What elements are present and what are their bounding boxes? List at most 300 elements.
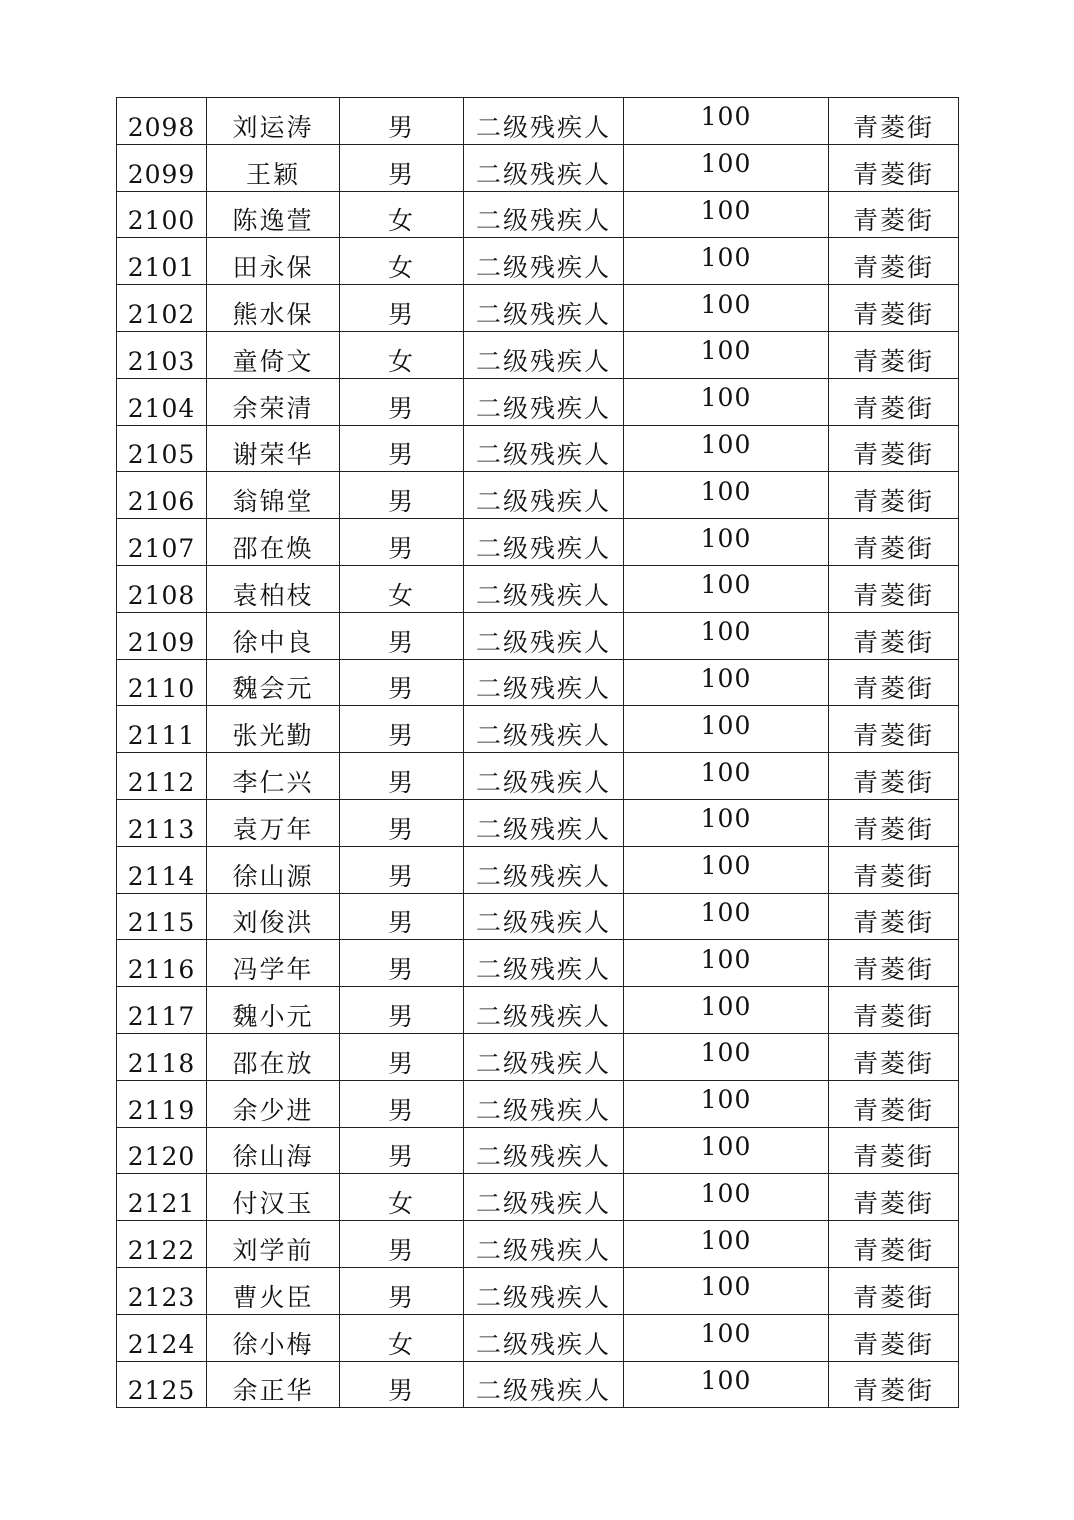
serial-number-cell-text: 2109 <box>127 627 196 657</box>
table-row <box>117 1033 959 1080</box>
street-cell <box>829 1174 959 1221</box>
serial-number-cell <box>117 1221 207 1268</box>
street-cell <box>829 144 959 191</box>
category-cell-text: 二级残疾人 <box>475 487 611 517</box>
name-cell <box>207 659 340 706</box>
serial-number-cell-text: 2115 <box>127 908 196 938</box>
amount-cell <box>624 659 829 706</box>
street-cell <box>829 846 959 893</box>
gender-cell <box>340 1174 464 1221</box>
table-row <box>117 378 959 425</box>
serial-number-cell-text: 2125 <box>127 1376 196 1406</box>
table-row <box>117 1174 959 1221</box>
street-cell-text: 青菱街 <box>852 159 934 189</box>
street-cell-text: 青菱街 <box>852 1376 934 1406</box>
gender-cell <box>340 331 464 378</box>
table-row <box>117 612 959 659</box>
table-row <box>117 987 959 1034</box>
street-cell-text: 青菱街 <box>852 1142 934 1172</box>
roster-body <box>117 98 959 1408</box>
amount-cell-text: 100 <box>700 663 752 693</box>
category-cell-text: 二级残疾人 <box>475 814 611 844</box>
category-cell <box>464 144 624 191</box>
street-cell-text: 青菱街 <box>852 580 934 610</box>
name-cell-text: 刘学前 <box>232 1235 314 1265</box>
category-cell <box>464 519 624 566</box>
serial-number-cell-text: 2116 <box>127 955 196 985</box>
name-cell <box>207 331 340 378</box>
street-cell-text: 青菱街 <box>852 393 934 423</box>
category-cell-text: 二级残疾人 <box>475 908 611 938</box>
street-cell <box>829 331 959 378</box>
serial-number-cell-text: 2114 <box>127 861 196 891</box>
name-cell <box>207 1080 340 1127</box>
amount-cell-text: 100 <box>700 242 752 272</box>
category-cell <box>464 331 624 378</box>
amount-cell <box>624 98 829 145</box>
gender-cell-text: 男 <box>387 721 415 751</box>
gender-cell-text: 女 <box>387 1329 415 1359</box>
name-cell <box>207 940 340 987</box>
gender-cell <box>340 1127 464 1174</box>
gender-cell-text: 男 <box>387 1048 415 1078</box>
amount-cell-text: 100 <box>700 897 752 927</box>
name-cell-text: 魏会元 <box>232 674 314 704</box>
serial-number-cell-text: 2104 <box>127 393 196 423</box>
name-cell <box>207 425 340 472</box>
category-cell <box>464 940 624 987</box>
amount-cell <box>624 285 829 332</box>
category-cell-text: 二级残疾人 <box>475 346 611 376</box>
serial-number-cell-text: 2122 <box>127 1235 196 1265</box>
serial-number-cell <box>117 1033 207 1080</box>
gender-cell-text: 男 <box>387 627 415 657</box>
amount-cell <box>624 1033 829 1080</box>
gender-cell <box>340 378 464 425</box>
street-cell <box>829 472 959 519</box>
table-row <box>117 940 959 987</box>
gender-cell-text: 男 <box>387 159 415 189</box>
street-cell <box>829 191 959 238</box>
name-cell-text: 余荣清 <box>232 393 314 423</box>
name-cell <box>207 285 340 332</box>
category-cell <box>464 987 624 1034</box>
category-cell <box>464 846 624 893</box>
serial-number-cell-text: 2105 <box>127 440 196 470</box>
gender-cell <box>340 565 464 612</box>
amount-cell-text: 100 <box>700 1038 752 1068</box>
gender-cell <box>340 191 464 238</box>
street-cell <box>829 238 959 285</box>
serial-number-cell <box>117 519 207 566</box>
serial-number-cell <box>117 987 207 1034</box>
name-cell-text: 陈逸萱 <box>232 206 314 236</box>
amount-cell <box>624 238 829 285</box>
street-cell-text: 青菱街 <box>852 206 934 236</box>
amount-cell <box>624 1267 829 1314</box>
category-cell-text: 二级残疾人 <box>475 1142 611 1172</box>
category-cell-text: 二级残疾人 <box>475 1282 611 1312</box>
street-cell <box>829 706 959 753</box>
name-cell <box>207 1033 340 1080</box>
serial-number-cell-text: 2107 <box>127 533 196 563</box>
category-cell-text: 二级残疾人 <box>475 1048 611 1078</box>
street-cell-text: 青菱街 <box>852 1329 934 1359</box>
amount-cell <box>624 144 829 191</box>
amount-cell-text: 100 <box>700 1085 752 1115</box>
category-cell-text: 二级残疾人 <box>475 1095 611 1125</box>
serial-number-cell-text: 2108 <box>127 580 196 610</box>
amount-cell <box>624 565 829 612</box>
gender-cell-text: 男 <box>387 533 415 563</box>
category-cell-text: 二级残疾人 <box>475 1329 611 1359</box>
amount-cell <box>624 1127 829 1174</box>
amount-cell-text: 100 <box>700 336 752 366</box>
table-row <box>117 472 959 519</box>
amount-cell-text: 100 <box>700 570 752 600</box>
gender-cell <box>340 659 464 706</box>
amount-cell <box>624 1080 829 1127</box>
category-cell <box>464 191 624 238</box>
category-cell <box>464 753 624 800</box>
amount-cell <box>624 331 829 378</box>
category-cell <box>464 1127 624 1174</box>
gender-cell <box>340 1221 464 1268</box>
name-cell-text: 李仁兴 <box>232 767 314 797</box>
serial-number-cell <box>117 378 207 425</box>
gender-cell <box>340 238 464 285</box>
table-row <box>117 893 959 940</box>
amount-cell-text: 100 <box>700 476 752 506</box>
gender-cell-text: 男 <box>387 955 415 985</box>
serial-number-cell <box>117 846 207 893</box>
category-cell <box>464 1221 624 1268</box>
gender-cell <box>340 98 464 145</box>
street-cell <box>829 425 959 472</box>
serial-number-cell-text: 2112 <box>127 767 196 797</box>
table-row <box>117 331 959 378</box>
name-cell-text: 邵在焕 <box>232 533 314 563</box>
name-cell <box>207 191 340 238</box>
category-cell <box>464 98 624 145</box>
street-cell-text: 青菱街 <box>852 721 934 751</box>
street-cell <box>829 1033 959 1080</box>
name-cell <box>207 753 340 800</box>
serial-number-cell <box>117 472 207 519</box>
gender-cell-text: 男 <box>387 1001 415 1031</box>
amount-cell-text: 100 <box>700 804 752 834</box>
street-cell <box>829 285 959 332</box>
gender-cell <box>340 519 464 566</box>
amount-cell <box>624 378 829 425</box>
amount-cell-text: 100 <box>700 289 752 319</box>
street-cell <box>829 378 959 425</box>
street-cell <box>829 1127 959 1174</box>
name-cell-text: 付汉玉 <box>232 1189 314 1219</box>
street-cell-text: 青菱街 <box>852 1282 934 1312</box>
name-cell <box>207 846 340 893</box>
street-cell <box>829 1314 959 1361</box>
category-cell <box>464 659 624 706</box>
street-cell <box>829 940 959 987</box>
street-cell-text: 青菱街 <box>852 908 934 938</box>
amount-cell-text: 100 <box>700 1178 752 1208</box>
serial-number-cell-text: 2117 <box>127 1001 196 1031</box>
name-cell-text: 童倚文 <box>232 346 314 376</box>
gender-cell-text: 男 <box>387 1095 415 1125</box>
name-cell <box>207 519 340 566</box>
serial-number-cell <box>117 893 207 940</box>
gender-cell <box>340 144 464 191</box>
table-row <box>117 565 959 612</box>
serial-number-cell <box>117 1080 207 1127</box>
table-row <box>117 753 959 800</box>
street-cell-text: 青菱街 <box>852 1001 934 1031</box>
serial-number-cell-text: 2098 <box>127 112 196 142</box>
name-cell <box>207 799 340 846</box>
table-row <box>117 285 959 332</box>
serial-number-cell-text: 2110 <box>127 674 196 704</box>
category-cell-text: 二级残疾人 <box>475 253 611 283</box>
name-cell-text: 张光勤 <box>232 721 314 751</box>
serial-number-cell <box>117 1174 207 1221</box>
amount-cell <box>624 987 829 1034</box>
serial-number-cell-text: 2120 <box>127 1142 196 1172</box>
name-cell-text: 刘运涛 <box>232 112 314 142</box>
table-row <box>117 238 959 285</box>
category-cell-text: 二级残疾人 <box>475 440 611 470</box>
name-cell-text: 翁锦堂 <box>232 487 314 517</box>
name-cell-text: 谢荣华 <box>232 440 314 470</box>
name-cell <box>207 378 340 425</box>
amount-cell-text: 100 <box>700 195 752 225</box>
name-cell <box>207 612 340 659</box>
category-cell <box>464 1033 624 1080</box>
category-cell-text: 二级残疾人 <box>475 767 611 797</box>
street-cell <box>829 987 959 1034</box>
gender-cell-text: 男 <box>387 487 415 517</box>
table-row <box>117 98 959 145</box>
street-cell-text: 青菱街 <box>852 1189 934 1219</box>
gender-cell <box>340 1267 464 1314</box>
gender-cell <box>340 1033 464 1080</box>
street-cell-text: 青菱街 <box>852 253 934 283</box>
street-cell <box>829 1221 959 1268</box>
name-cell <box>207 98 340 145</box>
gender-cell <box>340 285 464 332</box>
name-cell <box>207 1267 340 1314</box>
name-cell-text: 徐中良 <box>232 627 314 657</box>
serial-number-cell-text: 2121 <box>127 1189 196 1219</box>
table-row <box>117 659 959 706</box>
serial-number-cell-text: 2123 <box>127 1282 196 1312</box>
amount-cell-text: 100 <box>700 1319 752 1349</box>
serial-number-cell <box>117 238 207 285</box>
street-cell <box>829 659 959 706</box>
gender-cell-text: 女 <box>387 1189 415 1219</box>
name-cell <box>207 238 340 285</box>
amount-cell <box>624 1221 829 1268</box>
table-row <box>117 1127 959 1174</box>
amount-cell-text: 100 <box>700 944 752 974</box>
category-cell <box>464 799 624 846</box>
amount-cell-text: 100 <box>700 757 752 787</box>
amount-cell <box>624 799 829 846</box>
category-cell-text: 二级残疾人 <box>475 533 611 563</box>
amount-cell <box>624 191 829 238</box>
gender-cell <box>340 472 464 519</box>
serial-number-cell <box>117 191 207 238</box>
gender-cell <box>340 706 464 753</box>
amount-cell <box>624 425 829 472</box>
serial-number-cell-text: 2106 <box>127 487 196 517</box>
amount-cell-text: 100 <box>700 1225 752 1255</box>
name-cell-text: 冯学年 <box>232 955 314 985</box>
amount-cell <box>624 706 829 753</box>
category-cell <box>464 706 624 753</box>
category-cell <box>464 1361 624 1408</box>
serial-number-cell <box>117 612 207 659</box>
category-cell-text: 二级残疾人 <box>475 299 611 329</box>
category-cell-text: 二级残疾人 <box>475 112 611 142</box>
gender-cell-text: 男 <box>387 1376 415 1406</box>
category-cell <box>464 1314 624 1361</box>
amount-cell-text: 100 <box>700 102 752 132</box>
serial-number-cell <box>117 425 207 472</box>
serial-number-cell-text: 2113 <box>127 814 196 844</box>
gender-cell <box>340 1080 464 1127</box>
street-cell <box>829 565 959 612</box>
name-cell-text: 王颖 <box>245 159 300 189</box>
table-row <box>117 1314 959 1361</box>
street-cell <box>829 98 959 145</box>
serial-number-cell <box>117 1267 207 1314</box>
category-cell-text: 二级残疾人 <box>475 674 611 704</box>
category-cell-text: 二级残疾人 <box>475 1001 611 1031</box>
category-cell <box>464 472 624 519</box>
street-cell-text: 青菱街 <box>852 487 934 517</box>
street-cell-text: 青菱街 <box>852 674 934 704</box>
gender-cell-text: 女 <box>387 206 415 236</box>
table-row <box>117 144 959 191</box>
category-cell-text: 二级残疾人 <box>475 627 611 657</box>
amount-cell-text: 100 <box>700 1131 752 1161</box>
name-cell <box>207 565 340 612</box>
name-cell <box>207 706 340 753</box>
category-cell-text: 二级残疾人 <box>475 393 611 423</box>
name-cell-text: 余正华 <box>232 1376 314 1406</box>
street-cell-text: 青菱街 <box>852 299 934 329</box>
category-cell-text: 二级残疾人 <box>475 721 611 751</box>
serial-number-cell <box>117 285 207 332</box>
category-cell <box>464 238 624 285</box>
serial-number-cell-text: 2102 <box>127 299 196 329</box>
gender-cell-text: 男 <box>387 440 415 470</box>
category-cell <box>464 1174 624 1221</box>
serial-number-cell <box>117 98 207 145</box>
gender-cell-text: 女 <box>387 580 415 610</box>
name-cell-text: 徐山海 <box>232 1142 314 1172</box>
category-cell <box>464 378 624 425</box>
street-cell <box>829 1080 959 1127</box>
street-cell-text: 青菱街 <box>852 814 934 844</box>
serial-number-cell-text: 2101 <box>127 253 196 283</box>
serial-number-cell <box>117 659 207 706</box>
amount-cell <box>624 519 829 566</box>
amount-cell <box>624 893 829 940</box>
table-row <box>117 425 959 472</box>
name-cell <box>207 893 340 940</box>
serial-number-cell <box>117 1361 207 1408</box>
amount-cell-text: 100 <box>700 1272 752 1302</box>
amount-cell-text: 100 <box>700 851 752 881</box>
amount-cell <box>624 846 829 893</box>
gender-cell-text: 男 <box>387 1235 415 1265</box>
street-cell-text: 青菱街 <box>852 533 934 563</box>
street-cell-text: 青菱街 <box>852 861 934 891</box>
gender-cell <box>340 893 464 940</box>
street-cell-text: 青菱街 <box>852 1235 934 1265</box>
name-cell <box>207 1361 340 1408</box>
street-cell <box>829 1267 959 1314</box>
serial-number-cell-text: 2103 <box>127 346 196 376</box>
gender-cell-text: 女 <box>387 346 415 376</box>
category-cell <box>464 1080 624 1127</box>
name-cell <box>207 1174 340 1221</box>
amount-cell-text: 100 <box>700 991 752 1021</box>
table-row <box>117 1267 959 1314</box>
name-cell <box>207 1221 340 1268</box>
gender-cell-text: 男 <box>387 1282 415 1312</box>
table-row <box>117 799 959 846</box>
gender-cell <box>340 987 464 1034</box>
name-cell-text: 袁柏枝 <box>232 580 314 610</box>
serial-number-cell <box>117 799 207 846</box>
name-cell-text: 刘俊洪 <box>232 908 314 938</box>
category-cell-text: 二级残疾人 <box>475 861 611 891</box>
category-cell-text: 二级残疾人 <box>475 580 611 610</box>
table-row <box>117 519 959 566</box>
gender-cell <box>340 940 464 987</box>
category-cell <box>464 285 624 332</box>
street-cell-text: 青菱街 <box>852 112 934 142</box>
name-cell <box>207 1127 340 1174</box>
gender-cell <box>340 1361 464 1408</box>
gender-cell <box>340 846 464 893</box>
amount-cell <box>624 472 829 519</box>
gender-cell <box>340 612 464 659</box>
street-cell-text: 青菱街 <box>852 346 934 376</box>
name-cell-text: 曹火臣 <box>232 1282 314 1312</box>
gender-cell-text: 男 <box>387 908 415 938</box>
name-cell-text: 徐小梅 <box>232 1329 314 1359</box>
serial-number-cell-text: 2099 <box>127 159 196 189</box>
serial-number-cell <box>117 1127 207 1174</box>
amount-cell <box>624 1174 829 1221</box>
amount-cell-text: 100 <box>700 1365 752 1395</box>
street-cell-text: 青菱街 <box>852 955 934 985</box>
gender-cell-text: 男 <box>387 814 415 844</box>
name-cell-text: 邵在放 <box>232 1048 314 1078</box>
gender-cell-text: 男 <box>387 299 415 329</box>
amount-cell-text: 100 <box>700 429 752 459</box>
category-cell-text: 二级残疾人 <box>475 1235 611 1265</box>
street-cell-text: 青菱街 <box>852 1048 934 1078</box>
street-cell-text: 青菱街 <box>852 1095 934 1125</box>
amount-cell-text: 100 <box>700 617 752 647</box>
serial-number-cell <box>117 144 207 191</box>
street-cell <box>829 612 959 659</box>
